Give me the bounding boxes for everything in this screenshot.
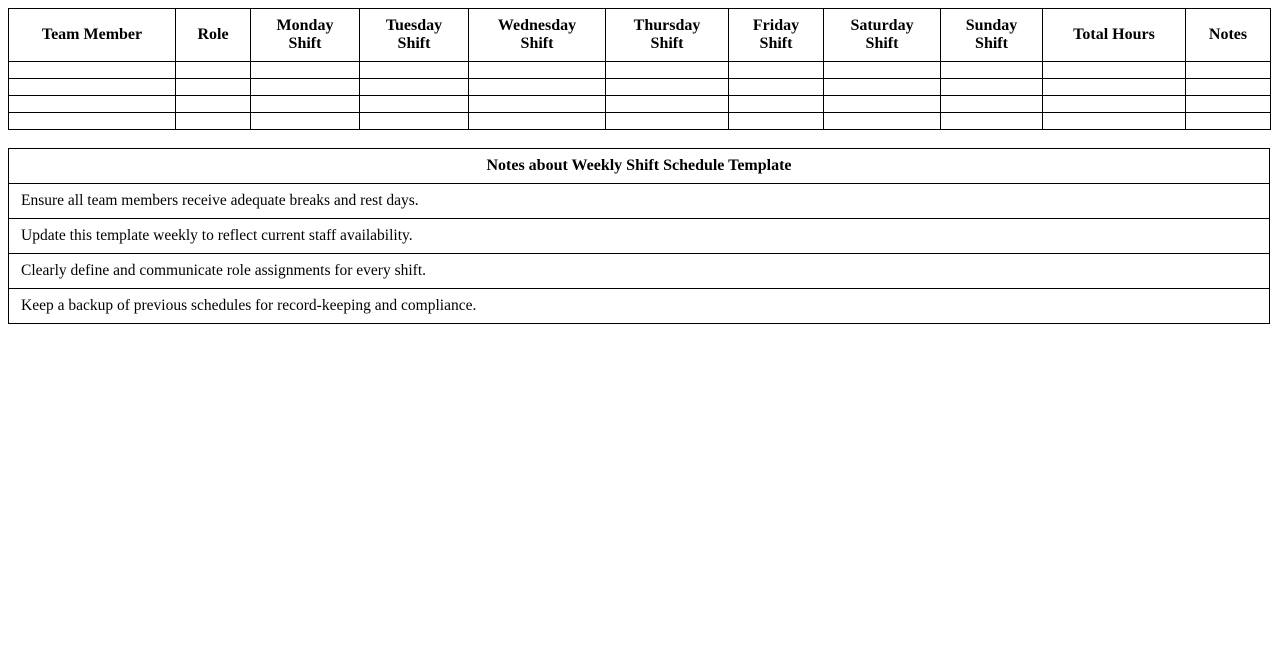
table-cell[interactable] [941, 62, 1043, 79]
table-cell[interactable] [176, 96, 251, 113]
table-cell[interactable] [729, 79, 824, 96]
table-cell[interactable] [176, 113, 251, 130]
table-cell[interactable] [176, 62, 251, 79]
table-row [9, 79, 1271, 96]
header-team-member: Team Member [9, 9, 176, 62]
note-row [9, 254, 1270, 289]
note-row [9, 184, 1270, 219]
schedule-body [9, 62, 1271, 130]
table-cell[interactable] [1043, 79, 1186, 96]
header-tuesday-shift: Tuesday Shift [360, 9, 469, 62]
table-cell[interactable] [941, 113, 1043, 130]
note-item: Update this template weekly to reflect current staff availability. [9, 219, 1270, 254]
table-cell[interactable] [469, 113, 606, 130]
table-cell[interactable] [360, 79, 469, 96]
header-saturday-shift: Saturday Shift [824, 9, 941, 62]
header-thursday-shift: Thursday Shift [606, 9, 729, 62]
table-cell[interactable] [1186, 96, 1271, 113]
table-cell[interactable] [606, 79, 729, 96]
table-cell[interactable] [1186, 62, 1271, 79]
table-cell[interactable] [176, 79, 251, 96]
table-cell[interactable] [1043, 113, 1186, 130]
table-cell[interactable] [9, 62, 176, 79]
table-cell[interactable] [9, 96, 176, 113]
table-cell[interactable] [9, 79, 176, 96]
table-row [9, 62, 1271, 79]
table-cell[interactable] [824, 113, 941, 130]
table-row [9, 113, 1271, 130]
table-cell[interactable] [1043, 62, 1186, 79]
header-friday-shift: Friday Shift [729, 9, 824, 62]
schedule-header-row [9, 9, 1271, 62]
header-notes: Notes [1186, 9, 1271, 62]
header-role: Role [176, 9, 251, 62]
table-cell[interactable] [251, 62, 360, 79]
note-item: Ensure all team members receive adequate breaks and rest days. [9, 184, 1270, 219]
header-sunday-shift: Sunday Shift [941, 9, 1043, 62]
table-cell[interactable] [469, 96, 606, 113]
table-cell[interactable] [251, 113, 360, 130]
table-cell[interactable] [469, 62, 606, 79]
table-cell[interactable] [251, 96, 360, 113]
table-row [9, 96, 1271, 113]
note-row [9, 289, 1270, 324]
shift-schedule-table [8, 8, 1271, 130]
table-cell[interactable] [1186, 79, 1271, 96]
notes-header-row [9, 149, 1270, 184]
table-cell[interactable] [360, 96, 469, 113]
table-cell[interactable] [360, 62, 469, 79]
table-cell[interactable] [729, 96, 824, 113]
table-cell[interactable] [941, 96, 1043, 113]
note-row [9, 219, 1270, 254]
note-item: Clearly define and communicate role assignments for every shift. [9, 254, 1270, 289]
table-cell[interactable] [9, 113, 176, 130]
table-cell[interactable] [606, 96, 729, 113]
table-cell[interactable] [606, 62, 729, 79]
table-cell[interactable] [1043, 96, 1186, 113]
table-cell[interactable] [729, 62, 824, 79]
table-cell[interactable] [1186, 113, 1271, 130]
table-cell[interactable] [729, 113, 824, 130]
page [0, 0, 1278, 324]
table-cell[interactable] [606, 113, 729, 130]
table-cell[interactable] [360, 113, 469, 130]
notes-table [8, 148, 1270, 324]
notes-title: Notes about Weekly Shift Schedule Template [9, 149, 1270, 184]
table-cell[interactable] [824, 79, 941, 96]
header-wednesday-shift: Wednesday Shift [469, 9, 606, 62]
header-total-hours: Total Hours [1043, 9, 1186, 62]
note-item: Keep a backup of previous schedules for record-keeping and compliance. [9, 289, 1270, 324]
table-cell[interactable] [941, 79, 1043, 96]
table-cell[interactable] [824, 96, 941, 113]
header-monday-shift: Monday Shift [251, 9, 360, 62]
table-cell[interactable] [469, 79, 606, 96]
table-cell[interactable] [824, 62, 941, 79]
table-cell[interactable] [251, 79, 360, 96]
